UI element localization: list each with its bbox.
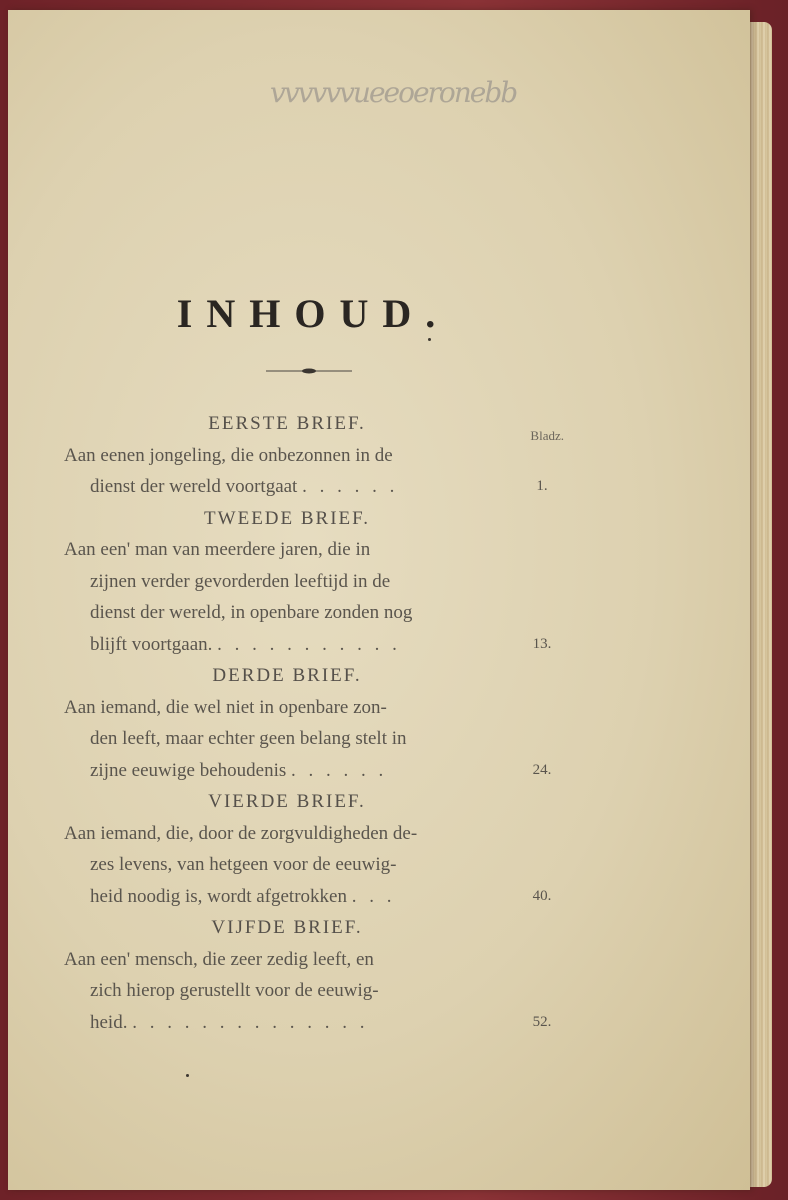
entry-heading: DERDE BRIEF. <box>212 665 362 686</box>
leader-dots: . . . <box>351 885 396 907</box>
entry-last-line <box>64 1007 552 1039</box>
entry-last-line <box>64 471 548 503</box>
entry-last-line <box>64 881 552 913</box>
entry-line: zijnen verder gevorderden leeftijd in de <box>90 570 391 592</box>
entry-line: dienst der wereld, in openbare zonden nog <box>90 602 413 623</box>
page-column-label: Bladz. <box>530 428 564 443</box>
entry-line: Aan eenen jongeling, die onbezonnen in de <box>64 444 393 466</box>
entry-last-line <box>64 755 552 787</box>
page-number: 13. <box>532 635 552 652</box>
entry-line: Aan een' man van meerdere jaren, die in <box>64 539 371 560</box>
book-page <box>8 10 750 1190</box>
divider-ornament <box>266 368 352 374</box>
entry-last-line <box>64 629 552 661</box>
page-number: 1. <box>536 478 548 494</box>
entry-heading: TWEEDE BRIEF. <box>204 507 370 529</box>
table-of-contents <box>64 408 564 1038</box>
entry-line: zijne eeuwige behoudenis <box>90 759 287 781</box>
entry-line: den leeft, maar echter geen belang stelt in <box>90 728 407 749</box>
page-number: 52. <box>532 1013 552 1030</box>
entry-heading: VIJFDE BRIEF. <box>211 917 363 938</box>
entry-line: blijft voortgaan. <box>90 633 213 655</box>
entry-line: heid noodig is, wordt afgetrokken <box>90 885 347 907</box>
entry-heading: EERSTE BRIEF. <box>208 413 366 434</box>
entry-line: dienst der wereld voortgaat <box>90 476 298 497</box>
pencil-scribble <box>270 76 615 116</box>
leader-dots: . . . . . . <box>291 759 388 781</box>
entry-line: Aan een' mensch, die zeer zedig leeft, en <box>64 948 374 970</box>
toc-entry <box>64 912 564 1038</box>
toc-entry <box>64 786 564 912</box>
pencil-scribble-text: vvvvvvueeoeronebb <box>270 76 517 109</box>
paper-speck <box>428 338 431 341</box>
entry-line: zes levens, van hetgeen voor de eeuwig- <box>90 854 397 875</box>
leader-dots: . . . . . . . . . . . <box>217 633 401 655</box>
page-number: 40. <box>532 887 552 904</box>
toc-entry <box>64 408 564 503</box>
entry-heading: VIERDE BRIEF. <box>208 791 366 812</box>
leader-dots: . . . . . . <box>302 476 399 497</box>
entry-line: zich hierop gerustellt voor de eeuwig- <box>90 980 379 1001</box>
paper-speck <box>186 1074 189 1077</box>
entry-line: Aan iemand, die wel niet in openbare zon- <box>64 696 387 718</box>
entry-line: heid. <box>90 1011 128 1033</box>
leader-dots: . . . . . . . . . . . . . . <box>132 1011 369 1033</box>
page-number: 24. <box>532 761 552 778</box>
toc-entry <box>64 503 564 661</box>
page-title: INHOUD. <box>176 291 450 336</box>
toc-entry <box>64 660 564 786</box>
entry-line: Aan iemand, die, door de zorgvuldigheden de- <box>64 822 418 844</box>
